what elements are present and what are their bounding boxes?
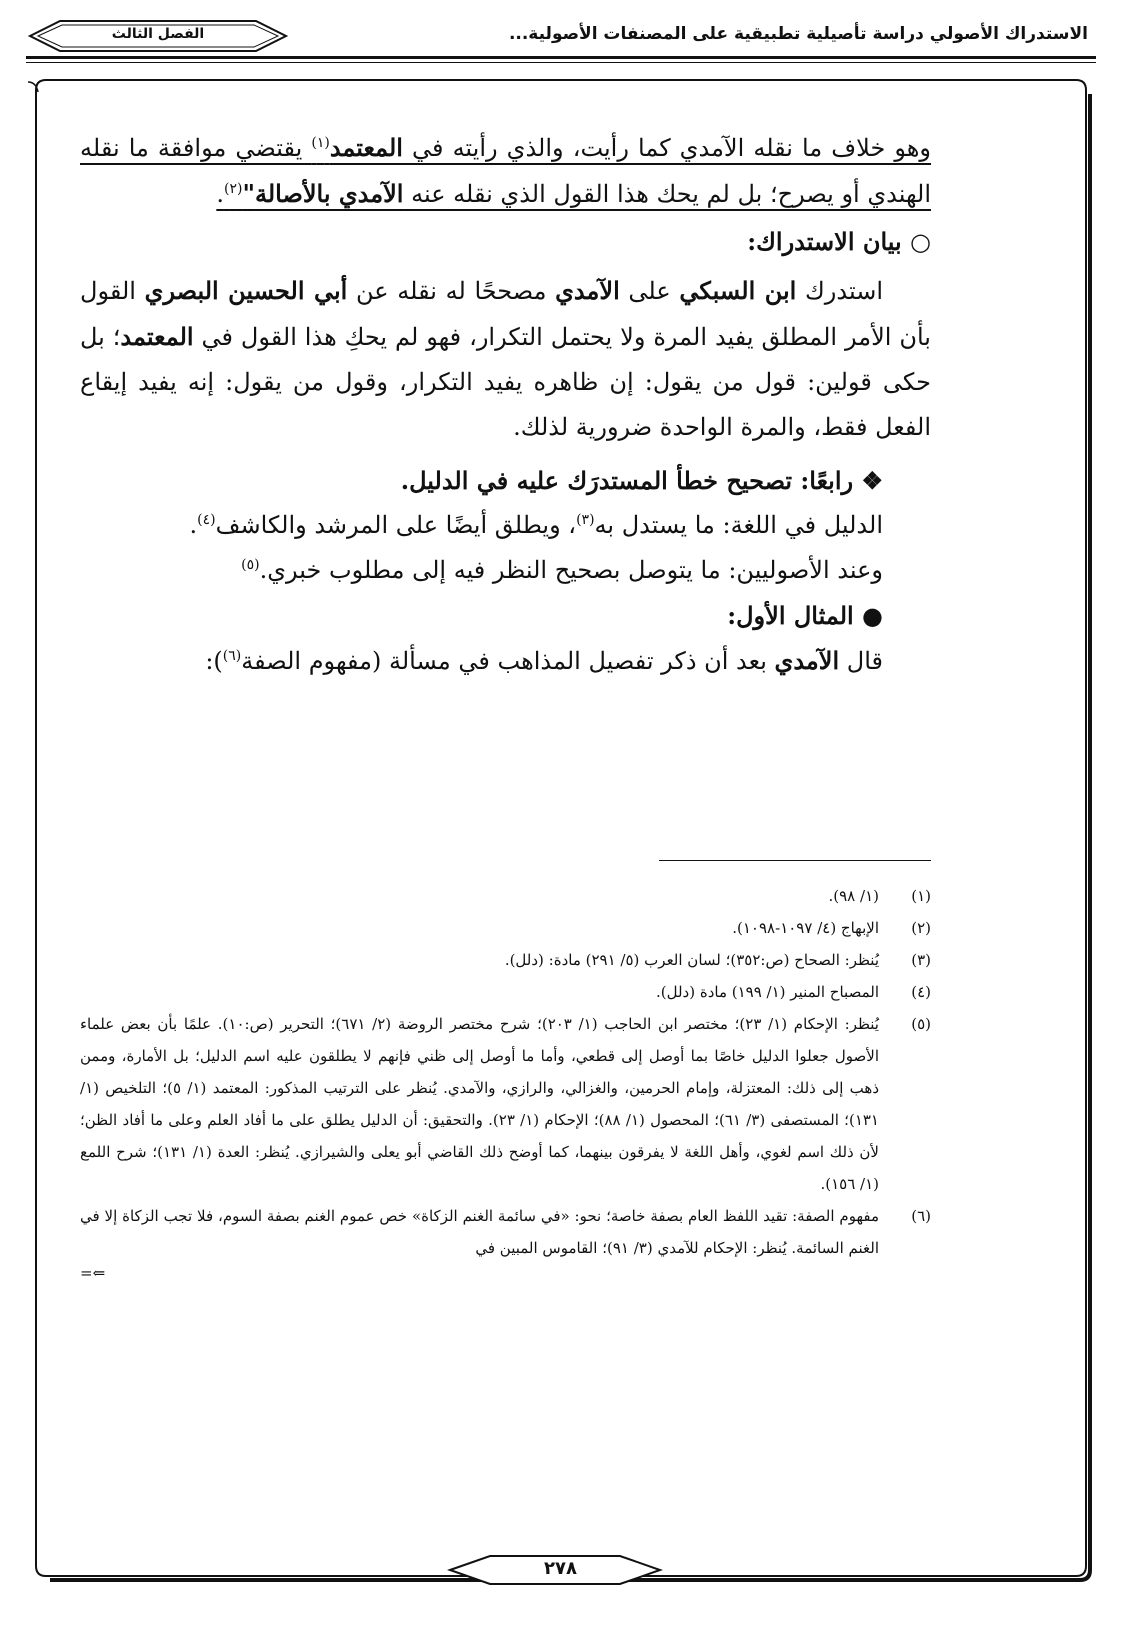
definition-lugha: الدليل في اللغة: ما يستدل به$^{(٣)}$، ويطلق أيضًا على المرشد والكاشف$^{(٤)}$. <box>189 511 883 539</box>
paragraph-istidrak: استدرك ابن السبكي على الآمدي مصححًا له نقله عن أبي الحسين البصري القول بأن الأمر المطلق يفيد المرة ولا يحتمل التكرار، فهو لم يحكِ هذا القول في المعتمد؛ بل حكى قولين: قول من يقول: إن ظاهره يفيد التكرار، وقول من يقول: إنه يفيد إيقاع الفعل فقط، والمرة الواحدة ضرورية لذلك. <box>80 276 931 441</box>
definition-usul: وعند الأصوليين: ما يتوصل بصحيح النظر فيه إلى مطلوب خبري.$^{(٥)}$ <box>241 556 883 584</box>
footnote-6: (٦) مفهوم الصفة: تقيد اللفظ العام بصفة خاصة؛ نحو: «في سائمة الغنم الزكاة» خص عموم الغنم بصفة السوم، فلا تجب الزكاة إلا في الغنم السائمة. يُنظر: الإحكام للآمدي (٣/ ٩١)؛ القاموس المبين في <box>80 1207 931 1257</box>
main-text <box>80 125 931 684</box>
page-number: ٢٧٨ <box>544 1558 577 1579</box>
footnote-rule <box>659 860 931 861</box>
heading-example-one: ● المثال الأول: <box>727 601 883 630</box>
footnotes <box>80 880 931 1282</box>
footnote-4: (٤) المصباح المنير (١/ ١٩٩) مادة (دلل). <box>655 983 931 1001</box>
chapter-tag <box>28 18 288 54</box>
running-title: الاستدراك الأصولي دراسة تأصيلية تطبيقية على المصنفات الأصولية... <box>508 24 1088 44</box>
heading-istidrak: ○ بيان الاستدراك: <box>747 227 931 256</box>
heading-fourth: ❖ رابعًا: تصحيح خطأ المستدرَك عليه في الدليل. <box>400 466 883 495</box>
footnote-3: (٣) يُنظر: الصحاح (ص:٣٥٢)؛ لسان العرب (٥/ ٢٩١) مادة: (دلل). <box>504 951 931 969</box>
chapter-label: الفصل الثالث <box>111 26 205 42</box>
continuation-arrow-icon: ⇐= <box>80 1264 106 1282</box>
footnote-1: (١) (١/ ٩٨). <box>828 887 931 905</box>
footnote-2: (٢) الإبهاج (٤/ ١٠٩٧-١٠٩٨). <box>732 919 931 937</box>
header-rule <box>26 56 1096 66</box>
page-number-box <box>0 1552 1121 1588</box>
paragraph-quote: وهو خلاف ما نقله الآمدي كما رأيت، والذي رأيته في المعتمد$^{(١)}$ يقتضي موافقة ما نقله الهندي أو يصرح؛ بل لم يحك هذا القول الذي نقله عنه الآمدي بالأصالة"$^{(٢)}$. <box>80 133 932 208</box>
footnote-5: (٥) يُنظر: الإحكام (١/ ٢٣)؛ مختصر ابن الحاجب (١/ ٢٠٣)؛ شرح مختصر الروضة (٢/ ٦٧١)؛ التحرير (ص:١٠). علمًا بأن بعض علماء الأصول جعلوا الدليل خاصًا بما أوصل إلى قطعي، وأما ما أوصل إلى ظني فإنهم لا يطلقون عليه اسم الدليل؛ بل الأمارة، وممن ذهب إلى ذلك: المعتزلة، وإمام الحرمين، والغزالي، والرازي، والآمدي. يُنظر على الترتيب المذكور: المعتمد (١/ ٥)؛ التلخيص (١/ ١٣١)؛ المستصفى (٣/ ٦١)؛ المحصول (١/ ٨٨)؛ الإحكام (١/ ٢٣). والتحقيق: أن الدليل يطلق على ما أفاد العلم وعلى ما أفاد الظن؛ لأن ذلك اسم لغوي، وأهل اللغة لا يفرقون بينهما، كما أوضح ذلك القاضي أبو يعلى والشيرازي. يُنظر: العدة (١/ ١٣١)؛ شرح اللمع (١/ ١٥٦). <box>80 1015 931 1193</box>
example-intro: قال الآمدي بعد أن ذكر تفصيل المذاهب في مسألة (مفهوم الصفة$^{(٦)}$): <box>205 646 883 675</box>
